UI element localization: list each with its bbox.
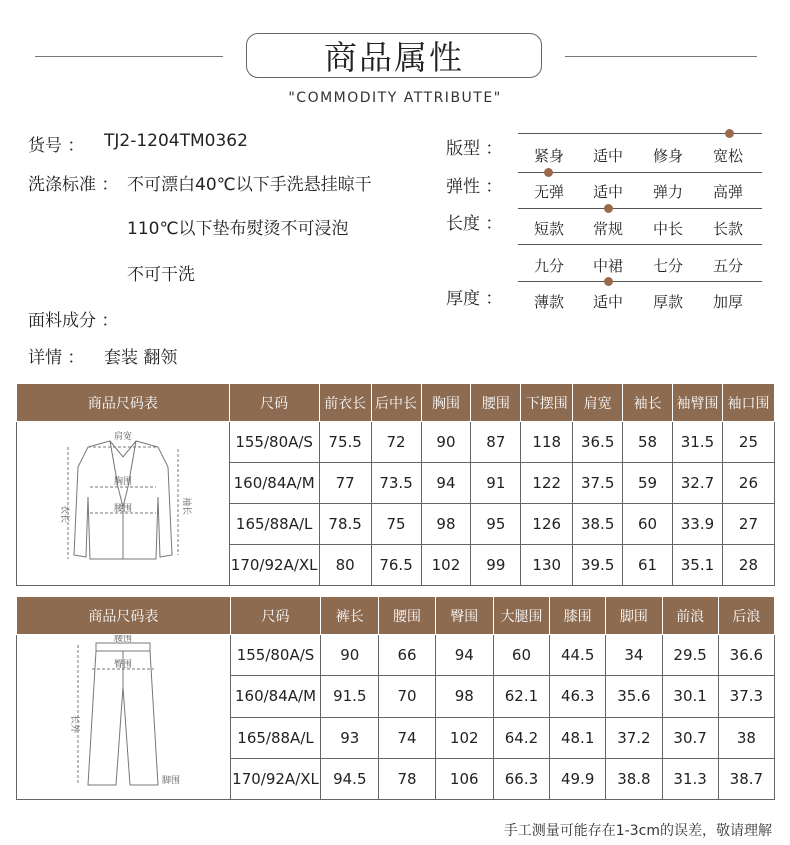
table-cell: 35.6 <box>606 676 662 717</box>
table-cell: 106 <box>435 758 493 799</box>
table-cell: 36.6 <box>718 635 774 676</box>
table-cell: 37.5 <box>573 463 623 504</box>
elastic-option: 无弹 <box>533 183 564 201</box>
table-cell: 37.2 <box>606 717 662 758</box>
sketch-label-shoulder: 肩宽 <box>113 431 132 442</box>
table-cell: 130 <box>521 545 573 586</box>
thickness-option: 适中 <box>592 293 623 311</box>
length-line-2 <box>518 244 762 245</box>
sketch-label-length: 长外 <box>69 715 80 734</box>
table-cell: 76.5 <box>371 545 421 586</box>
table-header: 尺码 <box>230 597 320 635</box>
elastic-line <box>518 172 762 173</box>
jacket-table-title: 商品尺码表 <box>17 384 230 422</box>
length-option: 短款 <box>533 220 564 238</box>
table-cell: 30.1 <box>662 676 718 717</box>
size-cell: 170/92A/XL <box>229 545 319 586</box>
table-cell: 91.5 <box>321 676 379 717</box>
table-cell: 30.7 <box>662 717 718 758</box>
length-option-2: 五分 <box>712 257 743 275</box>
header-rule-right <box>565 56 757 57</box>
thickness-line <box>518 281 762 282</box>
fit-selected-dot <box>725 129 734 138</box>
table-cell: 39.5 <box>573 545 623 586</box>
table-cell: 48.1 <box>550 717 606 758</box>
table-header: 脚围 <box>606 597 662 635</box>
table-cell: 66 <box>379 635 435 676</box>
table-cell: 35.1 <box>673 545 723 586</box>
details-label: 详情 ： <box>28 348 85 368</box>
length-option: 常规 <box>592 220 623 238</box>
table-cell: 36.5 <box>573 422 623 463</box>
length-option: 中长 <box>652 220 683 238</box>
item-no-label: 货号 ： <box>28 136 85 156</box>
length-label: 长度 ： <box>446 214 503 234</box>
table-cell: 91 <box>471 463 521 504</box>
thickness-label: 厚度 ： <box>446 289 503 309</box>
table-cell: 27 <box>722 504 774 545</box>
table-cell: 94 <box>435 635 493 676</box>
wash-label: 洗涤标准 ： <box>28 175 119 195</box>
table-header: 前衣长 <box>319 384 371 422</box>
table-cell: 78 <box>379 758 435 799</box>
length-option-2: 七分 <box>652 257 683 275</box>
table-cell: 62.1 <box>493 676 549 717</box>
table-cell: 60 <box>623 504 673 545</box>
page-subtitle: "COMMODITY ATTRIBUTE" <box>288 90 502 106</box>
fit-option: 适中 <box>592 147 623 165</box>
table-cell: 93 <box>321 717 379 758</box>
table-header: 裤长 <box>321 597 379 635</box>
table-cell: 99 <box>471 545 521 586</box>
thickness-option: 薄款 <box>533 293 564 311</box>
table-cell: 80 <box>319 545 371 586</box>
pants-size-table <box>16 596 775 800</box>
table-header: 前浪 <box>662 597 718 635</box>
table-cell: 98 <box>421 504 471 545</box>
elastic-option: 弹力 <box>652 183 683 201</box>
elastic-selected-dot <box>544 168 553 177</box>
table-cell: 31.5 <box>673 422 723 463</box>
length-line <box>518 208 762 209</box>
table-cell: 98 <box>435 676 493 717</box>
table-cell: 38.7 <box>718 758 774 799</box>
table-header: 胸围 <box>421 384 471 422</box>
table-cell: 118 <box>521 422 573 463</box>
sketch-label-hip: 臀围 <box>114 660 133 670</box>
table-cell: 126 <box>521 504 573 545</box>
table-cell: 77 <box>319 463 371 504</box>
sketch-label-length: 衣长 <box>58 504 69 523</box>
table-header: 尺码 <box>229 384 319 422</box>
elastic-option: 适中 <box>592 183 623 201</box>
header-rule-left <box>35 56 223 57</box>
table-cell: 58 <box>623 422 673 463</box>
details-value: 套装 翻领 <box>104 348 178 368</box>
table-cell: 70 <box>379 676 435 717</box>
jacket-sketch-image <box>48 427 198 577</box>
thickness-option: 加厚 <box>712 293 743 311</box>
size-cell: 155/80A/S <box>229 422 319 463</box>
thickness-option: 厚款 <box>652 293 683 311</box>
sketch-label-chest: 胸围 <box>113 476 132 487</box>
table-cell: 37.3 <box>718 676 774 717</box>
measurement-footnote: 手工测量可能存在1-3cm的误差，敬请理解 <box>503 823 772 839</box>
size-cell: 160/84A/M <box>229 463 319 504</box>
table-cell: 90 <box>421 422 471 463</box>
table-cell: 94.5 <box>321 758 379 799</box>
table-cell: 25 <box>722 422 774 463</box>
table-cell: 102 <box>435 717 493 758</box>
jacket-size-table <box>16 383 775 586</box>
table-cell: 94 <box>421 463 471 504</box>
fabric-label: 面料成分 ： <box>28 311 119 331</box>
elastic-label: 弹性 ： <box>446 177 503 197</box>
wash-line-1: 不可漂白40℃以下手洗悬挂晾干 <box>127 175 372 195</box>
sketch-label-sleeve: 袖长 <box>180 496 191 515</box>
table-header: 袖臂围 <box>673 384 723 422</box>
page-title: 商品属性 <box>246 33 542 78</box>
length-option-2: 中裙 <box>592 257 623 275</box>
table-header: 大腿围 <box>493 597 549 635</box>
table-cell: 75.5 <box>319 422 371 463</box>
table-header: 臀围 <box>435 597 493 635</box>
size-cell: 155/80A/S <box>230 635 320 676</box>
sketch-label-hem: 脚围 <box>162 776 181 786</box>
table-cell: 75 <box>371 504 421 545</box>
size-cell: 170/92A/XL <box>230 758 320 799</box>
table-cell: 102 <box>421 545 471 586</box>
table-cell: 59 <box>623 463 673 504</box>
table-cell: 64.2 <box>493 717 549 758</box>
fit-option: 宽松 <box>712 147 743 165</box>
table-cell: 32.7 <box>673 463 723 504</box>
pants-table-title: 商品尺码表 <box>17 597 231 635</box>
table-header: 袖口围 <box>722 384 774 422</box>
table-cell: 61 <box>623 545 673 586</box>
sketch-label-waist: 腰围 <box>113 503 132 514</box>
table-cell: 28 <box>722 545 774 586</box>
pants-sketch-image <box>48 635 198 795</box>
table-header: 腰围 <box>471 384 521 422</box>
table-cell: 29.5 <box>662 635 718 676</box>
table-cell: 49.9 <box>550 758 606 799</box>
length-selected-dot <box>604 204 613 213</box>
fit-option: 紧身 <box>533 147 564 165</box>
table-cell: 44.5 <box>550 635 606 676</box>
table-cell: 38.8 <box>606 758 662 799</box>
size-cell: 160/84A/M <box>230 676 320 717</box>
wash-line-3: 不可干洗 <box>127 265 195 285</box>
table-cell: 78.5 <box>319 504 371 545</box>
thickness-selected-dot <box>604 277 613 286</box>
table-cell: 34 <box>606 635 662 676</box>
table-cell: 72 <box>371 422 421 463</box>
table-cell: 66.3 <box>493 758 549 799</box>
table-header: 膝围 <box>550 597 606 635</box>
fit-option: 修身 <box>652 147 683 165</box>
table-header: 下摆围 <box>521 384 573 422</box>
table-cell: 33.9 <box>673 504 723 545</box>
table-header: 袖长 <box>623 384 673 422</box>
table-cell: 38.5 <box>573 504 623 545</box>
table-cell: 26 <box>722 463 774 504</box>
size-cell: 165/88A/L <box>229 504 319 545</box>
table-header: 后中长 <box>371 384 421 422</box>
length-option-2: 九分 <box>533 257 564 275</box>
table-cell: 31.3 <box>662 758 718 799</box>
table-cell: 95 <box>471 504 521 545</box>
jacket-sketch <box>17 422 230 586</box>
item-no-value: TJ2-1204TM0362 <box>104 131 248 151</box>
table-cell: 38 <box>718 717 774 758</box>
table-cell: 90 <box>321 635 379 676</box>
table-cell: 73.5 <box>371 463 421 504</box>
table-cell: 46.3 <box>550 676 606 717</box>
table-cell: 74 <box>379 717 435 758</box>
size-cell: 165/88A/L <box>230 717 320 758</box>
table-cell: 87 <box>471 422 521 463</box>
elastic-option: 高弹 <box>712 183 743 201</box>
fit-label: 版型 ： <box>446 139 503 159</box>
table-header: 腰围 <box>379 597 435 635</box>
pants-sketch <box>17 635 231 800</box>
sketch-label-waist: 腰围 <box>114 635 133 644</box>
table-cell: 60 <box>493 635 549 676</box>
length-option: 长款 <box>712 220 743 238</box>
table-cell: 122 <box>521 463 573 504</box>
table-header: 肩宽 <box>573 384 623 422</box>
wash-line-2: 110℃以下垫布熨烫不可浸泡 <box>127 219 349 239</box>
table-header: 后浪 <box>718 597 774 635</box>
